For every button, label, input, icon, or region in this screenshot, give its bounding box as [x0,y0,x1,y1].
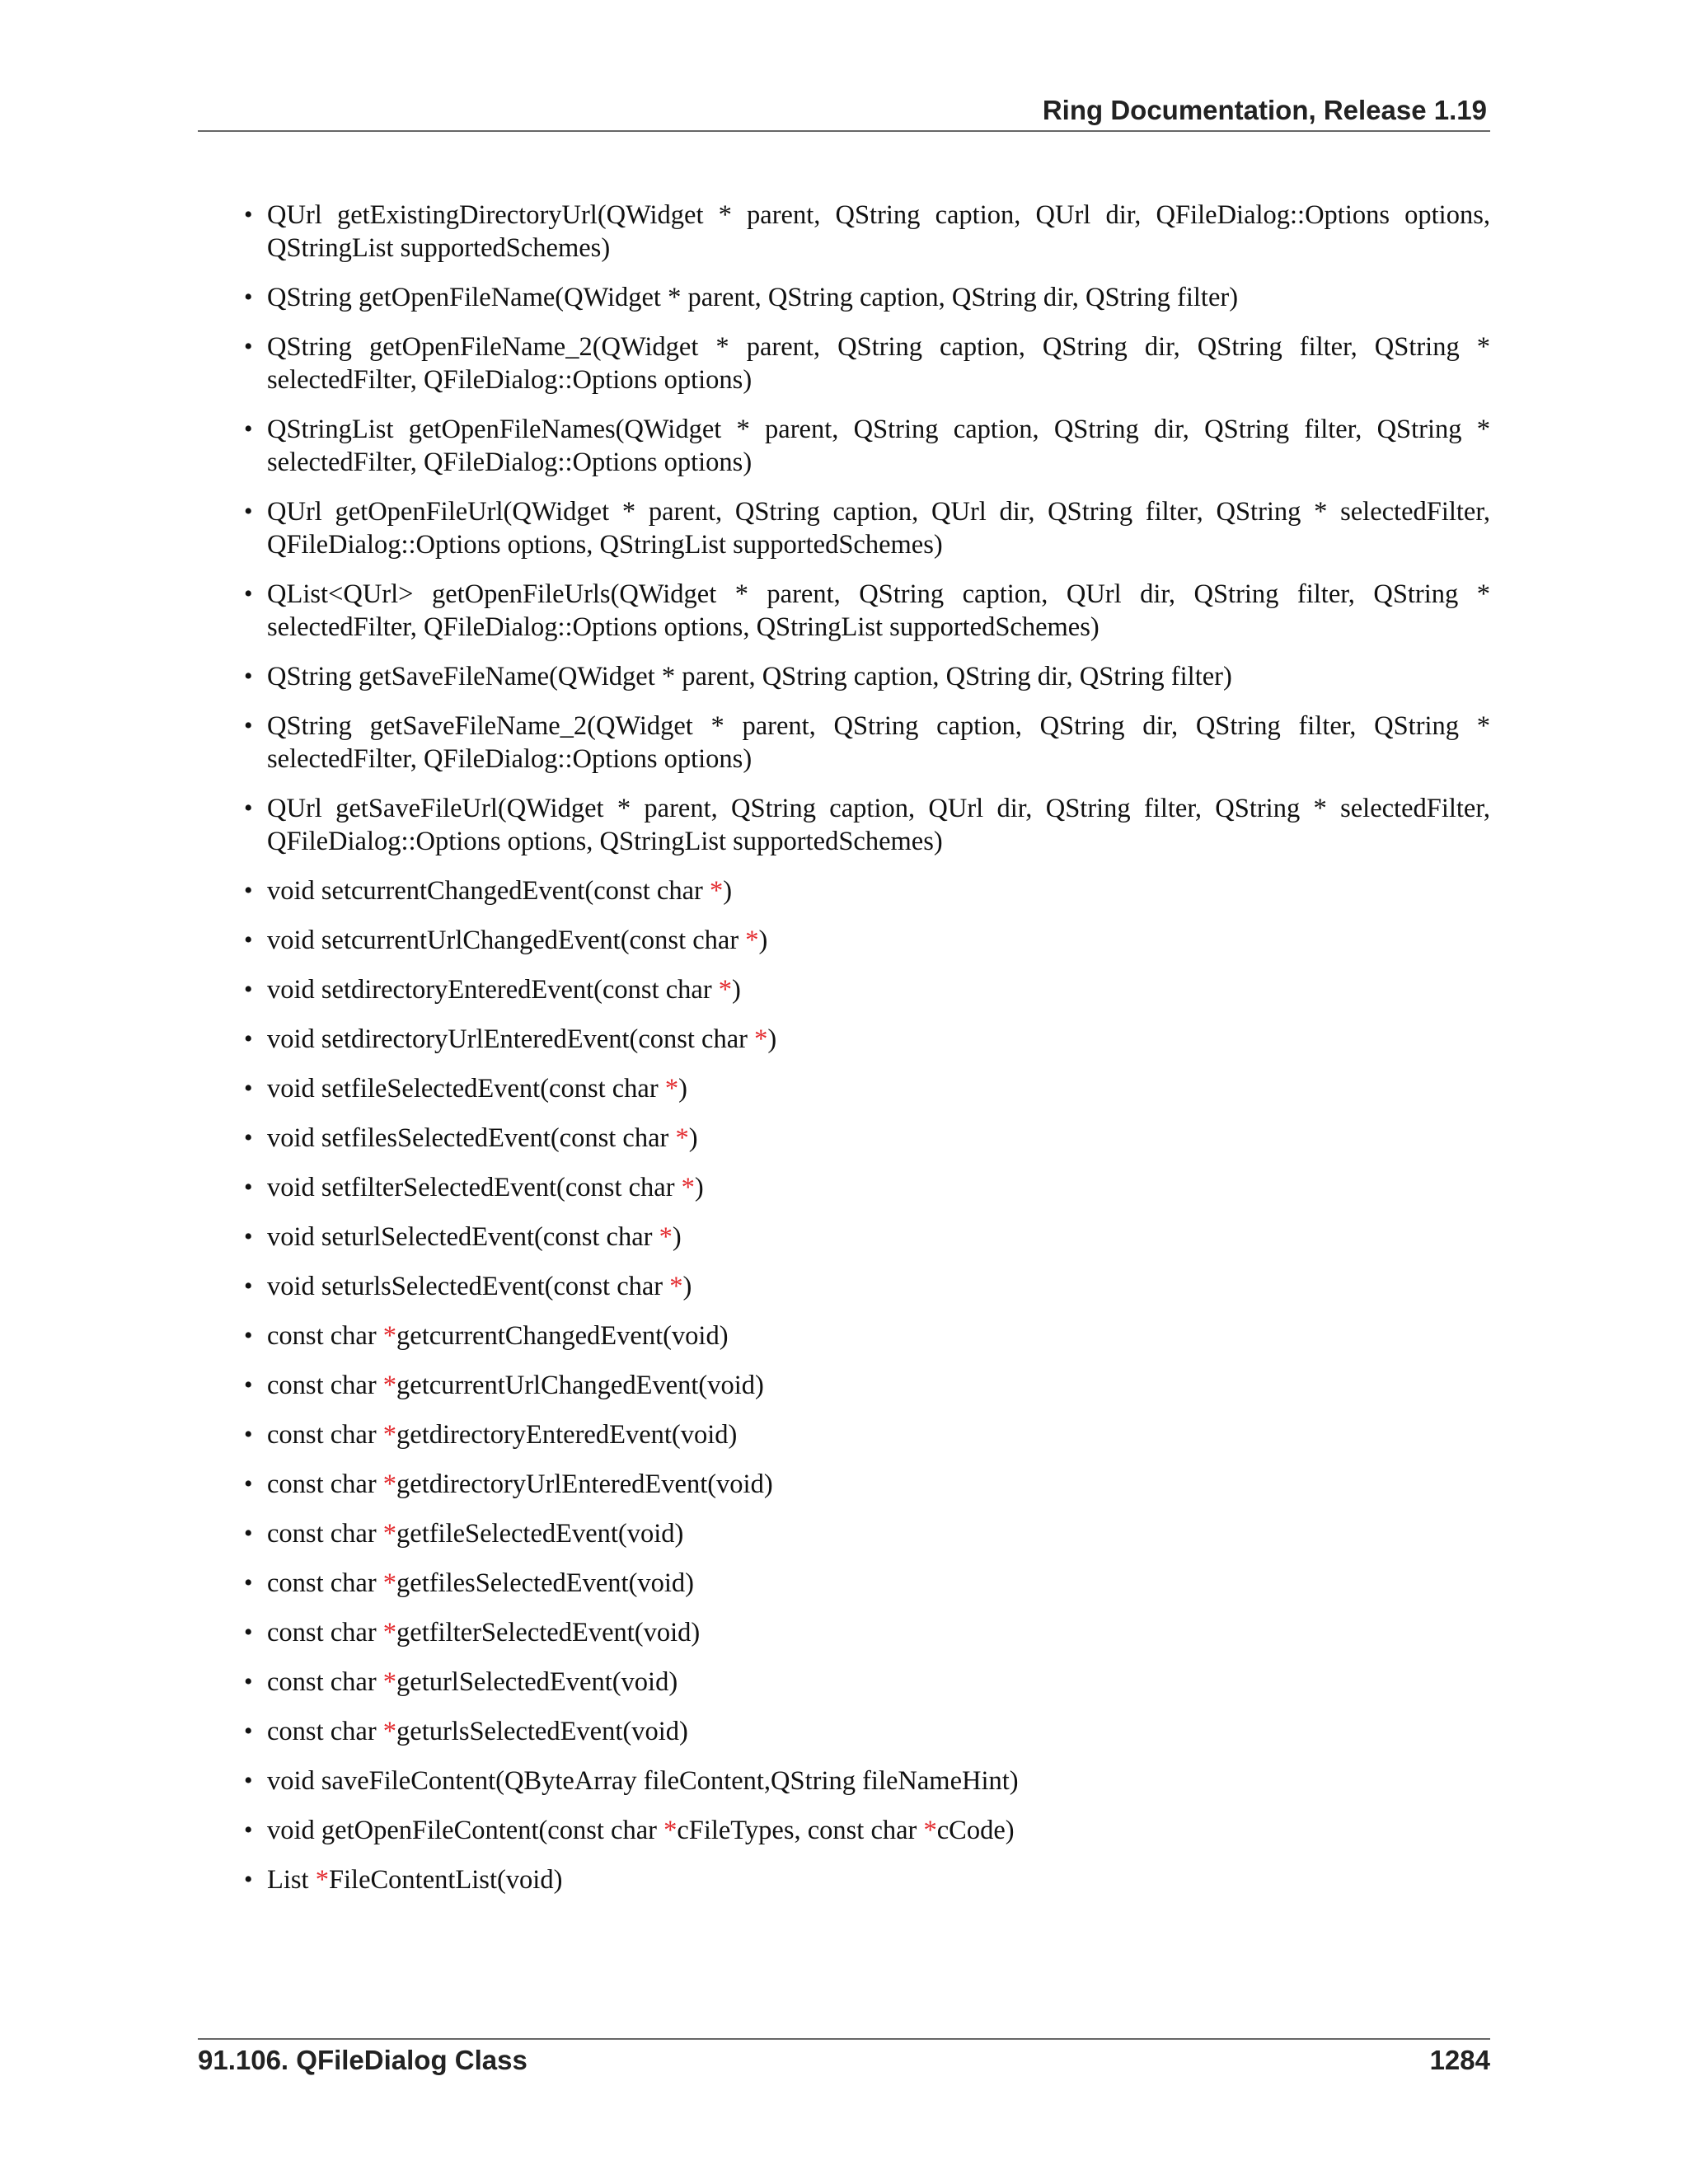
pointer-asterisk: * [382,1519,397,1549]
bullet-icon: • [244,1520,253,1547]
method-signature-text: ) [694,1173,704,1202]
method-signature-text: const char [267,1667,383,1697]
method-signature-text: QString getOpenFileName_2(QWidget * parent, QString caption, QString dir, QString filter, QString * selectedFilter, QFileDialog::Options options) [267,332,1490,395]
bullet-icon: • [244,1322,253,1349]
method-signature-text: void setcurrentUrlChangedEvent(const char [267,926,746,955]
bullet-icon: • [244,284,253,311]
list-item [244,1023,1490,1056]
bullet-icon: • [244,1668,253,1695]
bullet-icon: • [244,580,253,607]
pointer-asterisk: * [382,1420,397,1450]
bullet-icon: • [244,1619,253,1646]
bullet-icon: • [244,201,253,228]
method-signature-text: geturlsSelectedEvent(void) [396,1717,688,1746]
pointer-asterisk: * [745,926,759,955]
method-signature-text: QUrl getOpenFileUrl(QWidget * parent, QString caption, QUrl dir, QString filter, QString * selectedFilter, QFileDialog::Options options, QStringList supportedSchemes) [267,497,1490,560]
bullet-icon: • [244,794,253,822]
method-signature-text: getfilesSelectedEvent(void) [396,1568,695,1598]
footer-divider [198,2038,1490,2040]
bullet-icon: • [244,926,253,954]
bullet-icon: • [244,1174,253,1201]
list-item [244,874,1490,907]
method-signature-text: QList<QUrl> getOpenFileUrls(QWidget * parent, QString caption, QUrl dir, QString filter, QString * selectedFilter, QFileDialog::Options options, QStringList supportedSchemes) [267,579,1490,642]
method-signature-text: getcurrentChangedEvent(void) [396,1321,729,1351]
list-item [244,1319,1490,1352]
pointer-asterisk: * [382,1371,397,1400]
list-item [244,1666,1490,1699]
pointer-asterisk: * [659,1222,673,1252]
method-signature-text: const char [267,1371,383,1400]
method-signature-text: const char [267,1618,383,1647]
method-signature-text: QString getOpenFileName(QWidget * parent, QString caption, QString dir, QString filter) [267,283,1239,312]
method-signature-text: getfileSelectedEvent(void) [396,1519,684,1549]
method-signature-text: void setfilterSelectedEvent(const char [267,1173,682,1202]
bullet-icon: • [244,1124,253,1151]
list-item [244,1221,1490,1254]
pointer-asterisk: * [664,1074,679,1104]
method-signature-text: void setcurrentChangedEvent(const char [267,876,710,906]
method-signature-text: void setdirectoryUrlEnteredEvent(const char [267,1024,755,1054]
bullet-icon: • [244,1470,253,1497]
method-signature-text: const char [267,1420,383,1450]
method-signature-text: void setfilesSelectedEvent(const char [267,1123,676,1153]
list-item [244,1814,1490,1847]
method-signature-text: QStringList getOpenFileNames(QWidget * parent, QString caption, QString dir, QString filter, QString * selectedFilter, QFileDialog::Options options) [267,415,1490,477]
list-item [244,660,1490,693]
method-signature-text: const char [267,1519,383,1549]
pointer-asterisk: * [382,1717,397,1746]
method-signature-text: ) [682,1272,692,1301]
bullet-icon: • [244,498,253,525]
footer-section-title: 91.106. QFileDialog Class [198,2045,528,2075]
list-item [244,1418,1490,1451]
pointer-asterisk: * [663,1816,678,1845]
method-signature-text: const char [267,1717,383,1746]
list-item [244,578,1490,644]
bullet-icon: • [244,1371,253,1399]
method-signature-text: getcurrentUrlChangedEvent(void) [396,1371,764,1400]
bullet-icon: • [244,877,253,904]
method-signature-text: void saveFileContent(QByteArray fileContent,QString fileNameHint) [267,1766,1019,1796]
list-item [244,1616,1490,1649]
method-signature-text: getdirectoryEnteredEvent(void) [396,1420,738,1450]
method-signature-text: void seturlSelectedEvent(const char [267,1222,659,1252]
pointer-asterisk: * [718,975,733,1005]
method-signature-text: geturlSelectedEvent(void) [396,1667,678,1697]
method-signature-text: List [267,1865,316,1895]
pointer-asterisk: * [681,1173,695,1202]
method-signature-text: QUrl getExistingDirectoryUrl(QWidget * parent, QString caption, QUrl dir, QFileDialog::Options options, QStringList supportedSchemes) [267,200,1490,263]
bullet-icon: • [244,1025,253,1052]
list-item [244,281,1490,314]
list-item [244,1765,1490,1797]
pointer-asterisk: * [675,1123,689,1153]
method-signature-text: QUrl getSaveFileUrl(QWidget * parent, QString caption, QUrl dir, QString filter, QString * selectedFilter, QFileDialog::Options options, QStringList supportedSchemes) [267,794,1490,856]
method-signature-text: ) [767,1024,777,1054]
pointer-asterisk: * [382,1469,397,1499]
method-signature-text: const char [267,1568,383,1598]
list-item [244,1863,1490,1896]
method-signature-text: ) [678,1074,687,1104]
bullet-icon: • [244,1272,253,1300]
method-signature-text: ) [758,926,768,955]
pointer-asterisk: * [923,1816,937,1845]
list-item [244,973,1490,1006]
bullet-icon: • [244,1421,253,1448]
method-signature-text: cFileTypes, const char [677,1816,924,1845]
list-item [244,1171,1490,1204]
method-signature-text: ) [688,1123,698,1153]
method-signature-text: getdirectoryUrlEnteredEvent(void) [396,1469,773,1499]
list-item [244,1715,1490,1748]
list-item [244,710,1490,776]
pointer-asterisk: * [382,1618,397,1647]
bullet-icon: • [244,1718,253,1745]
bullet-icon: • [244,1866,253,1893]
bullet-icon: • [244,976,253,1003]
bullet-icon: • [244,1223,253,1250]
bullet-icon: • [244,712,253,739]
method-signature-text: FileContentList(void) [328,1865,563,1895]
method-signature-text: ) [732,975,741,1005]
bullet-icon: • [244,1569,253,1596]
list-item [244,1517,1490,1550]
method-signature-text: void getOpenFileContent(const char [267,1816,664,1845]
method-signature-text: ) [723,876,733,906]
method-signature-text: void seturlsSelectedEvent(const char [267,1272,670,1301]
bullet-icon: • [244,663,253,690]
method-signature-text: const char [267,1321,383,1351]
header-title: Ring Documentation, Release 1.19 [1042,95,1487,125]
method-signature-text: QString getSaveFileName(QWidget * parent, QString caption, QString dir, QString filter) [267,662,1232,691]
method-signature-text: void setfileSelectedEvent(const char [267,1074,665,1104]
list-item [244,1369,1490,1402]
list-item [244,792,1490,858]
list-item [244,1122,1490,1155]
list-item [244,330,1490,396]
bullet-icon: • [244,415,253,443]
pointer-asterisk: * [754,1024,768,1054]
page-number: 1284 [1429,2045,1490,2075]
list-item [244,1072,1490,1105]
bullet-icon: • [244,1816,253,1844]
list-item [244,1567,1490,1600]
pointer-asterisk: * [382,1667,397,1697]
list-item [244,1468,1490,1501]
method-signature-text: void setdirectoryEnteredEvent(const char [267,975,719,1005]
list-item [244,495,1490,561]
method-list [244,199,1490,1913]
method-signature-text: ) [672,1222,682,1252]
method-signature-text: const char [267,1469,383,1499]
pointer-asterisk: * [382,1321,397,1351]
bullet-icon: • [244,333,253,360]
pointer-asterisk: * [709,876,724,906]
bullet-icon: • [244,1075,253,1102]
method-signature-text: getfilterSelectedEvent(void) [396,1618,701,1647]
list-item [244,199,1490,265]
header-divider [198,130,1490,132]
method-signature-text: QString getSaveFileName_2(QWidget * parent, QString caption, QString dir, QString filter, QString * selectedFilter, QFileDialog::Options options) [267,711,1490,774]
list-item [244,1270,1490,1303]
list-item [244,924,1490,957]
list-item [244,413,1490,479]
bullet-icon: • [244,1767,253,1794]
method-signature-text: cCode) [936,1816,1015,1845]
pointer-asterisk: * [669,1272,683,1301]
pointer-asterisk: * [382,1568,397,1598]
pointer-asterisk: * [315,1865,329,1895]
